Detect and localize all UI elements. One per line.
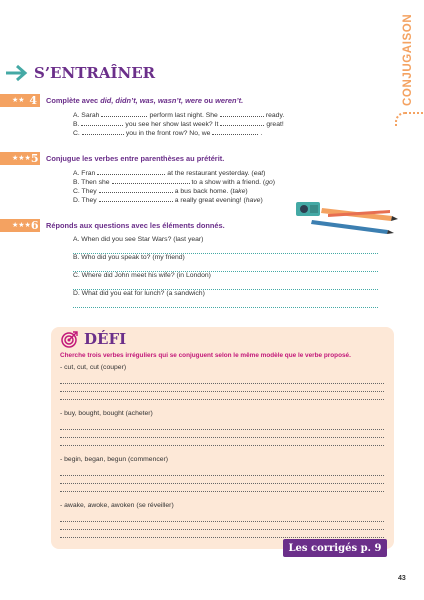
defi-item-text: - begin, began, begun (commencer) <box>60 456 169 463</box>
instruction-text: Complète avec <box>46 95 99 105</box>
exercise-5-header <box>0 151 224 165</box>
defi-item-text: - awake, awoke, awoken (se réveiller) <box>60 502 174 509</box>
exercise-line: A. Sarah perform last night. She ready. <box>73 112 285 119</box>
defi-item-text: - cut, cut, cut (couper) <box>60 364 127 371</box>
answer-line[interactable] <box>60 438 384 446</box>
pencils-illustration <box>292 196 400 238</box>
side-tab-dots <box>395 112 424 126</box>
answer-blank[interactable] <box>99 196 173 202</box>
question-block <box>73 254 378 272</box>
question-text: C. Where did John meet his wife? (in London) <box>73 272 211 279</box>
exercise-5-lines <box>73 169 275 205</box>
exercise-number: 6 <box>30 218 39 232</box>
answer-line[interactable] <box>73 264 378 272</box>
exercise-number: 4 <box>29 93 37 107</box>
defi-item <box>60 456 384 492</box>
page-number: 43 <box>398 575 406 582</box>
exercise-badge <box>0 152 40 165</box>
section-header <box>0 62 155 84</box>
exercise-line: B. you see her show last week? It great! <box>73 121 284 128</box>
question-block <box>73 236 378 254</box>
answer-blank[interactable] <box>220 120 264 126</box>
answer-blank[interactable] <box>112 178 190 184</box>
difficulty-stars: ★★★ <box>12 155 31 162</box>
defi-item <box>60 410 384 446</box>
answer-blank[interactable] <box>101 111 147 117</box>
defi-header <box>61 330 126 348</box>
exercise-6-header <box>0 218 225 232</box>
answer-line[interactable] <box>73 246 378 254</box>
exercise-4-header <box>0 93 243 107</box>
answer-line[interactable] <box>60 430 384 438</box>
instruction-words: did, didn’t, was, wasn’t, were <box>100 95 202 105</box>
target-icon <box>61 330 79 348</box>
question-text: D. What did you eat for lunch? (a sandwich) <box>73 290 205 297</box>
sharpener-icon <box>296 202 320 216</box>
answer-line[interactable] <box>60 422 384 430</box>
question-block <box>73 290 378 308</box>
answer-line[interactable] <box>60 392 384 400</box>
defi-item <box>60 502 384 538</box>
exercise-number: 5 <box>30 151 39 165</box>
defi-box <box>51 327 394 549</box>
defi-item-text: - buy, bought, bought (acheter) <box>60 410 153 417</box>
answer-line[interactable] <box>60 530 384 538</box>
exercise-instruction: Réponds aux questions avec les éléments donnés. <box>46 220 225 230</box>
side-tab-label: CONJUGAISON <box>402 13 414 107</box>
answer-blank[interactable] <box>82 129 124 135</box>
instruction-last: weren’t. <box>215 95 244 105</box>
difficulty-stars: ★★ <box>12 97 25 104</box>
exercise-4-lines <box>73 111 284 138</box>
answer-blank[interactable] <box>220 111 264 117</box>
pencil-icon <box>311 220 394 234</box>
answer-line[interactable] <box>60 468 384 476</box>
question-block <box>73 272 378 290</box>
answer-blank[interactable] <box>99 187 173 193</box>
exercise-line: C. you in the front row? No, we . <box>73 130 263 137</box>
answer-line[interactable] <box>60 484 384 492</box>
question-text: B. Who did you speak to? (my friend) <box>73 254 185 261</box>
answer-blank[interactable] <box>81 120 123 126</box>
instruction-ou: ou <box>204 95 214 105</box>
exercise-line: D. They a really great evening! (have) <box>73 197 263 204</box>
arrow-right-icon <box>4 64 30 82</box>
answer-line[interactable] <box>60 384 384 392</box>
answer-line[interactable] <box>73 282 378 290</box>
exercise-line: C. They a bus back home. (take) <box>73 188 248 195</box>
answer-blank[interactable] <box>212 129 258 135</box>
answer-line[interactable] <box>73 300 378 308</box>
question-text: A. When did you see Star Wars? (last year) <box>73 236 204 243</box>
page-title: S’ENTRAÎNER <box>34 64 156 82</box>
defi-title: DÉFI <box>84 330 127 348</box>
exercise-instruction: Conjugue les verbes entre parenthèses au prétérit. <box>46 153 225 163</box>
corriges-banner[interactable]: Les corrigés p. 9 <box>283 539 387 557</box>
answer-line[interactable] <box>60 476 384 484</box>
defi-instruction: Cherche trois verbes irréguliers qui se conjuguent selon le même modèle que le verbe proposé. <box>60 352 351 359</box>
answer-line[interactable] <box>60 514 384 522</box>
answer-line[interactable] <box>60 376 384 384</box>
answer-blank[interactable] <box>97 169 165 175</box>
difficulty-stars: ★★★ <box>12 222 31 229</box>
exercise-instruction <box>46 96 243 105</box>
answer-line[interactable] <box>60 522 384 530</box>
exercise-badge <box>0 219 40 232</box>
exercise-line: A. Fran at the restaurant yesterday. (eat) <box>73 170 266 177</box>
exercise-line: B. Then she to a show with a friend. (go) <box>73 179 276 186</box>
defi-item <box>60 364 384 400</box>
exercise-badge <box>0 94 40 107</box>
